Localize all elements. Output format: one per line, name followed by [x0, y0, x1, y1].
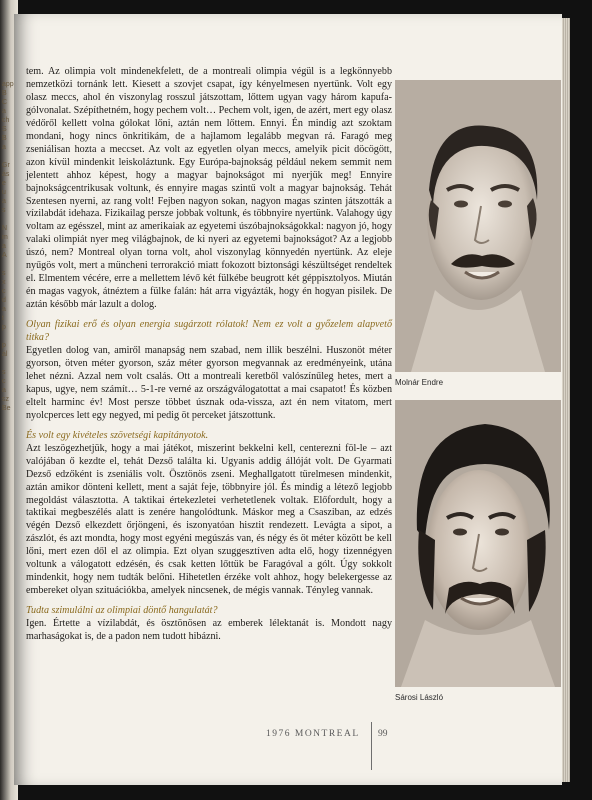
previous-page-fragment: a	[2, 108, 6, 115]
previous-page-fragment: a	[2, 306, 6, 313]
page-number: 99	[378, 729, 388, 739]
footer-divider	[371, 722, 372, 770]
interview-question: Tudta szimulálni az olimpiai döntő hangulatát?	[26, 605, 218, 617]
previous-page-fragment: A	[2, 252, 7, 259]
previous-page-fragment: c	[2, 378, 6, 385]
running-footer-event: 1976 MONTREAL	[266, 729, 360, 739]
interview-question: És volt egy kivételes szövetségi kapitányotok.	[26, 429, 209, 441]
answer-paragraph: Egyetlen dolog van, amiről manapság nem szabad, nem illik beszélni. Huszonöt méter gyorson, ötven méter gyorson, száz méter gyorson megvannak az eredményeink, utána lehet nézni. Azzal nem volt csalás. Ott a montreali keretből valószínűleg hetes, mert a kapus, ugye, nem számít… 5-1-re verné az országválogatottat a mai csapatot! És közben eltelt harminc év! Most persze többet úsznak oda-vissza, azt én nem vitatom, mert nyolcperces lett egy negyed, mi pedig öt perceket játszottunk.	[26, 345, 392, 421]
previous-page-fragment	[2, 215, 12, 224]
portrait-photo-sarosi	[395, 400, 561, 687]
previous-page-fragment: Gr	[2, 162, 10, 169]
portrait-photo-molnar	[395, 80, 561, 372]
previous-page-fragment: d	[2, 297, 6, 304]
previous-page-fragment: B	[2, 135, 7, 142]
previous-page-fragment: u	[2, 189, 6, 196]
previous-page-fragment: p	[2, 324, 6, 331]
previous-page-fragment: N	[2, 225, 8, 232]
previous-page-fragment	[2, 152, 12, 161]
photo-caption-top: Molnár Endre	[395, 378, 444, 387]
previous-page-fragment: ál	[2, 351, 8, 358]
previous-page-fragment: s	[2, 207, 6, 214]
answer-paragraph: Igen. Értette a vízilabdát, és ösztönösen az emberek lélektanát is. Mondott nagy marhaságokat is, de a padon nem tudott hibázni.	[26, 618, 392, 643]
photo-caption-bottom: Sárosi László	[395, 693, 444, 702]
previous-page-fragment: a	[2, 243, 6, 250]
previous-page-fragment: a	[2, 144, 6, 151]
previous-page-fragment: Be	[2, 405, 11, 412]
page-stack-edge	[562, 18, 570, 782]
previous-page-fragment: ás	[2, 171, 10, 178]
previous-page-fragment: t	[2, 315, 4, 322]
previous-page-fragment	[2, 260, 12, 269]
previous-page-fragment: s	[2, 270, 6, 277]
answer-paragraph: Azt leszögezhetjük, hogy a mai játékot, miszerint bekkelni kell, centerezni föl-le – azt valójában ő kezdte el, tehát Dezső találta ki. Ugyanis addig állóját volt. De Gyarmati Dezső edzőként is zseniális volt. Ösztönös zseni. Meghallgatott türelmesen mindenkit, aztán amikor dönteni kellett, ment a saját feje, többnyire jól. És mindig a létező legjobb megoldást választotta. A taktikai értekezletei verhetetlenek voltak. Előfordult, hogy a taktikai megbeszélés alatt is zenére hangolódtunk. Máskor meg a Csasziban, az edzés végén Dezső elkezdett őrjöngeni, és iszonyatóan hisztit rendezett. Levágta a sipot, a zászlót, és azt mondta, hogy most egyéni megúszás van, és négy és öt méter között be kell lőni, mert ezen dől el az olimpia. Ezt olyan szuggesztíven adta elő, hogy tizennégyen voltunk a válogatott edzésén, és csak ketten lőttük be Faragóval a gólt. Úgy sokkolt mindenkit, hogy nem tudták belőni. Hihetetlen érzéke volt ahhoz, hogy belekergesse az embereket olyan szituációkba, amelyek nincsenek, de mégis vannak. Tényleg vannak.	[26, 442, 392, 597]
previous-page-fragment: ch	[2, 117, 10, 124]
previous-page-fragment: s	[2, 369, 6, 376]
interview-question: Olyan fizikai erő és olyan energia sugárzott rólatok! Nem ez volt a győzelem alapvető titka?	[26, 319, 392, 344]
portrait-illustration-top	[395, 80, 561, 372]
previous-page-fragment: B	[2, 90, 7, 97]
portrait-illustration-bottom	[395, 400, 561, 687]
previous-page-fragment: C	[2, 99, 8, 106]
previous-page-fragment	[2, 359, 12, 368]
previous-page-fragment: sz	[2, 396, 9, 403]
previous-page-fragment: a	[2, 387, 6, 394]
article-text-column	[26, 66, 392, 644]
previous-page-fragment: m	[2, 234, 8, 241]
previous-page-fragment: x	[2, 279, 6, 286]
previous-page-fragment: app	[2, 81, 14, 88]
previous-page-fragment: c	[2, 288, 6, 295]
previous-page-fragment: e	[2, 180, 6, 187]
previous-page-fragment	[2, 332, 12, 341]
previous-page-fragment: a	[2, 198, 6, 205]
previous-page-fragment: S	[2, 126, 7, 133]
previous-page-fragment: p	[2, 342, 6, 349]
answer-paragraph: tem. Az olimpia volt mindenekfelett, de a montreali olimpia végül is a legkönnyebb nemzetközi tornánk lett. Kiesett a szovjet csapat, így kényelmesen nyertünk. Volt egy olasz meccs, ahol én viszonylag rosszul játszottam, lőttem ugyan vagy három kapufa-gólvonalat. Szépíthetném, hogy pechem volt… Pechem volt, igen, de azért, mert egy olasz védőről kellett volna gólokat lőni, aztán nem lőttem. Ennyi. Én mindig azt szoktam mondani, hogy nincs önkritikám, de a hajlamom legalább megvan rá. Faragó meg zseniálisan hozta a meccset. Az volt az egyetlen olyan meccs, amelyik picit döcögött, azon kívül mindenkit leiskoláztunk. Egy Európa-bajnokság például nekem semmit nem jelentett ahhoz képest, hogy a magyar bajnokságot mi nyerjük meg! Ennyire bajnokságcentrikusak voltunk, és ennyire magas szintű volt a magyar bajnokság. Tehát Szentesen nyerni, az rang volt! Fejben nagyon sokan, nagyon magas szinten játszották a vízilabdát idehaza. Fizikailag persze jobbak voltunk, és többnyire nyertünk. Valahogy úgy voltam az egésszel, mint az amerikaiak az egyetemi úszóbajnokságokkal: nagyon jó, hogy valaki olimpiát nyer meg világbajnok, de ki nyeri az egyetemi bajnokságot? Az a legjobb úszó, nem? Montreal olyan torna volt, ahol viszonylag könnyedén nyertünk. Az eleje nyűgös volt, mert a müncheni terrorakció miatt fokozott biztonsági készültséget rendeltek el. Elmentem vécére, erre a mellettem lévő két fülkébe beugrott két géppisztolyos. Miután én magas vagyok, átnéztem a fülke falán: hát arra vigyázták, hogy én hogyan pisilek. De aztán később már lazult a dolog.	[26, 66, 392, 311]
previous-page-text-fragments	[2, 80, 12, 413]
